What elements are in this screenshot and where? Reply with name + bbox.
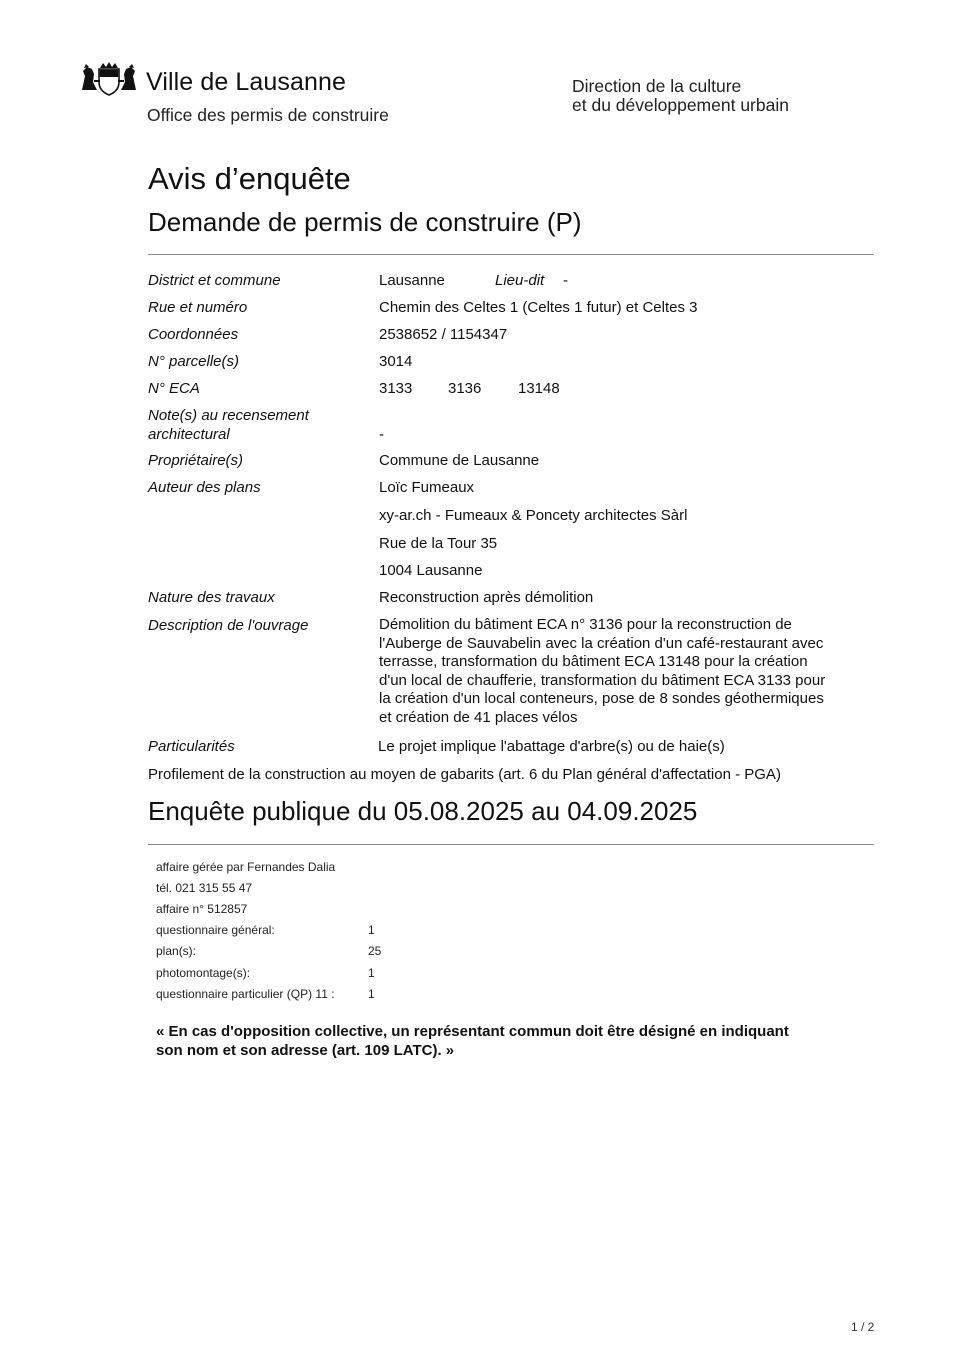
recensement-label-1: Note(s) au recensement — [148, 407, 309, 424]
page-title: Avis d’enquête — [148, 161, 351, 196]
description-line: et création de 41 places vélos — [379, 708, 578, 726]
department-line-2: et du développement urbain — [572, 95, 789, 115]
particularites-value: Le projet implique l'abattage d'arbre(s) ou de haie(s) — [378, 738, 725, 755]
doc-count: 25 — [368, 944, 382, 958]
opposition-note-line-2: son nom et son adresse (art. 109 LATC). » — [156, 1042, 455, 1059]
description-line: terrasse, transformation du bâtiment ECA 13148 pour la création — [379, 653, 808, 671]
org-name: Ville de Lausanne — [146, 68, 347, 96]
doc-count: 1 — [368, 987, 375, 1001]
eca-value-1: 3133 — [379, 380, 413, 397]
description-line: d'un local de chaufferie, transformation du bâtiment ECA 3133 pour — [379, 671, 826, 689]
page-subtitle: Demande de permis de construire (P) — [148, 207, 582, 237]
opposition-note-line-1: « En cas d'opposition collective, un représentant commun doit être désigné en indiquant — [156, 1023, 789, 1040]
eca-value-2: 3136 — [448, 380, 482, 397]
description-line: la création d'un local conteneurs, pose de 8 sondes géothermiques — [379, 690, 824, 708]
proprietaire-label: Propriétaire(s) — [148, 452, 244, 469]
lieu-dit-value: - — [563, 272, 568, 289]
doc-label: questionnaire particulier (QP) 11 : — [156, 987, 335, 1001]
department — [572, 77, 789, 115]
description-line: Démolition du bâtiment ECA n° 3136 pour la reconstruction de — [379, 616, 792, 633]
lieu-dit-label: Lieu-dit — [495, 272, 545, 289]
particularites-label: Particularités — [148, 738, 235, 755]
divider — [148, 254, 874, 255]
doc-label: questionnaire général: — [156, 923, 275, 937]
doc-label: plan(s): — [156, 944, 197, 958]
eca-value-3: 13148 — [518, 380, 560, 397]
divider — [148, 844, 874, 845]
auteur-label: Auteur des plans — [148, 479, 261, 496]
eca-label: N° ECA — [148, 380, 200, 397]
rue-value: Chemin des Celtes 1 (Celtes 1 futur) et Celtes 3 — [379, 299, 698, 316]
description-line: l'Auberge de Sauvabelin avec la création d'un café-restaurant avec — [379, 634, 824, 652]
page-number: 1 / 2 — [851, 1320, 875, 1334]
doc-count: 1 — [368, 923, 375, 937]
auteur-line-3: Rue de la Tour 35 — [379, 535, 498, 552]
description-value — [379, 616, 871, 728]
recensement-value: - — [379, 426, 384, 443]
auteur-line-2: xy-ar.ch - Fumeaux & Poncety architectes Sàrl — [379, 507, 688, 524]
coordonnees-label: Coordonnées — [148, 326, 239, 343]
enquete-dates: Enquête publique du 05.08.2025 au 04.09.2025 — [148, 796, 698, 826]
org-subtitle: Office des permis de construire — [147, 105, 389, 125]
parcelle-value: 3014 — [379, 353, 413, 370]
auteur-line-1: Loïc Fumeaux — [379, 479, 475, 496]
nature-value: Reconstruction après démolition — [379, 589, 594, 606]
parcelle-label: N° parcelle(s) — [148, 353, 240, 370]
coordonnees-value: 2538652 / 1154347 — [379, 326, 508, 343]
proprietaire-value: Commune de Lausanne — [379, 452, 540, 469]
doc-label: photomontage(s): — [156, 966, 251, 980]
doc-count: 1 — [368, 966, 375, 980]
affaire-numero: affaire n° 512857 — [156, 902, 248, 916]
affaire-tel: tél. 021 315 55 47 — [156, 881, 253, 895]
description-label: Description de l'ouvrage — [148, 617, 309, 634]
lausanne-coat-of-arms-icon — [80, 62, 138, 96]
nature-label: Nature des travaux — [148, 589, 275, 606]
rue-label: Rue et numéro — [148, 299, 248, 316]
affaire-geree-par: affaire gérée par Fernandes Dalia — [156, 860, 336, 874]
opposition-note — [156, 1022, 789, 1060]
district-label: District et commune — [148, 272, 281, 289]
district-value: Lausanne — [379, 272, 445, 289]
profilement-note: Profilement de la construction au moyen de gabarits (art. 6 du Plan général d'affectation - PGA) — [148, 766, 781, 783]
recensement-label-2: architectural — [148, 426, 230, 443]
auteur-line-4: 1004 Lausanne — [379, 562, 483, 579]
department-line-1: Direction de la culture — [572, 76, 742, 96]
